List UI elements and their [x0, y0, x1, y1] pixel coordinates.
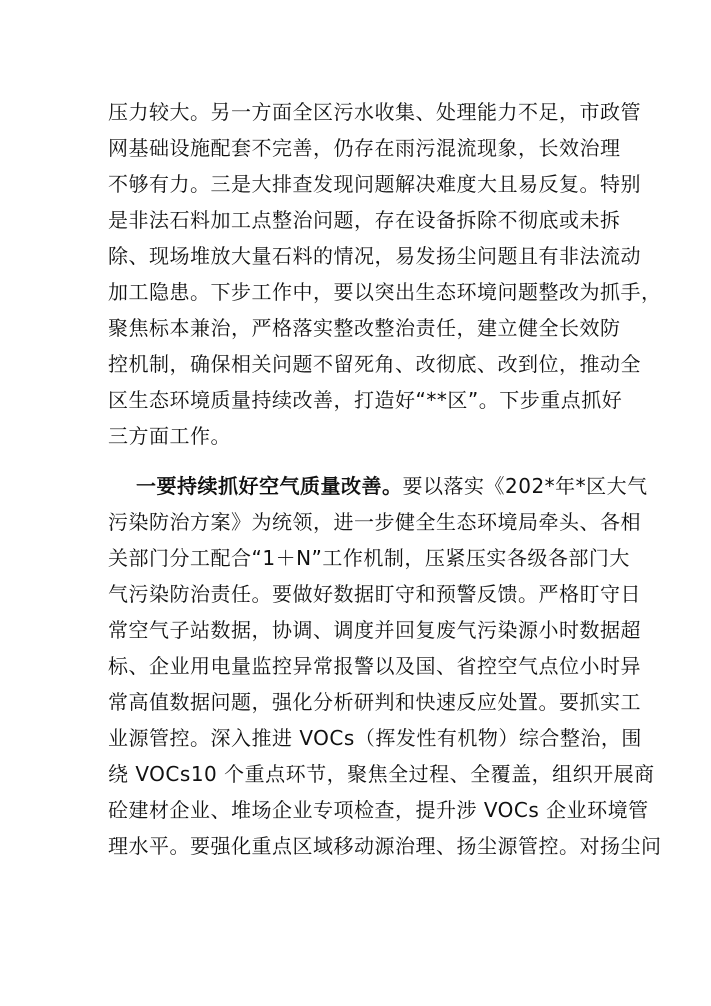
text-line: 网基础设施配套不完善，仍存在雨污混流现象，长效治理	[108, 136, 621, 160]
text-line: 常高值数据问题，强化分析研判和快速反应处置。要抓实工	[108, 690, 641, 714]
text-line: 理水平。要强化重点区域移动源治理、扬尘源管控。对扬尘问	[108, 834, 662, 858]
text-span: 要以落实《202*年*区大气	[402, 474, 648, 498]
text-line: 聚焦标本兼治，严格落实整改整治责任，建立健全长效防	[108, 316, 621, 340]
paragraph-first-line	[136, 470, 648, 502]
text-line: 不够有力。三是大排查发现问题解决难度大且易反复。特别	[108, 172, 641, 196]
text-line: 绕 VOCs10 个重点环节，聚焦全过程、全覆盖，组织开展商	[108, 762, 655, 786]
text-line: 污染防治方案》为统领，进一步健全生态环境局牵头、各相	[108, 510, 641, 534]
text-line: 压力较大。另一方面全区污水收集、处理能力不足，市政管	[108, 100, 641, 124]
text-line: 标、企业用电量监控异常报警以及国、省控空气点位小时异	[108, 654, 641, 678]
text-line: 除、现场堆放大量石料的情况，易发扬尘问题且有非法流动	[108, 244, 641, 268]
text-line: 砼建材企业、堆场企业专项检查，提升涉 VOCs 企业环境管	[108, 798, 649, 822]
text-line: 业源管控。深入推进 VOCs（挥发性有机物）综合整治，围	[108, 726, 642, 750]
text-line: 关部门分工配合“1＋N”工作机制，压紧压实各级各部门大	[108, 546, 630, 570]
text-line: 气污染防治责任。要做好数据盯守和预警反馈。严格盯守日	[108, 582, 641, 606]
text-line: 加工隐患。下步工作中，要以突出生态环境问题整改为抓手，	[108, 280, 662, 304]
text-line: 控机制，确保相关问题不留死角、改彻底、改到位，推动全	[108, 352, 641, 376]
text-line: 是非法石料加工点整治问题，存在设备拆除不彻底或未拆	[108, 208, 621, 232]
text-line: 常空气子站数据，协调、调度并回复废气污染源小时数据超	[108, 618, 641, 642]
text-line: 三方面工作。	[108, 424, 231, 448]
section-heading: 一要持续抓好空气质量改善。	[136, 474, 403, 498]
text-line: 区生态环境质量持续改善，打造好“**区”。下步重点抓好	[108, 388, 623, 412]
